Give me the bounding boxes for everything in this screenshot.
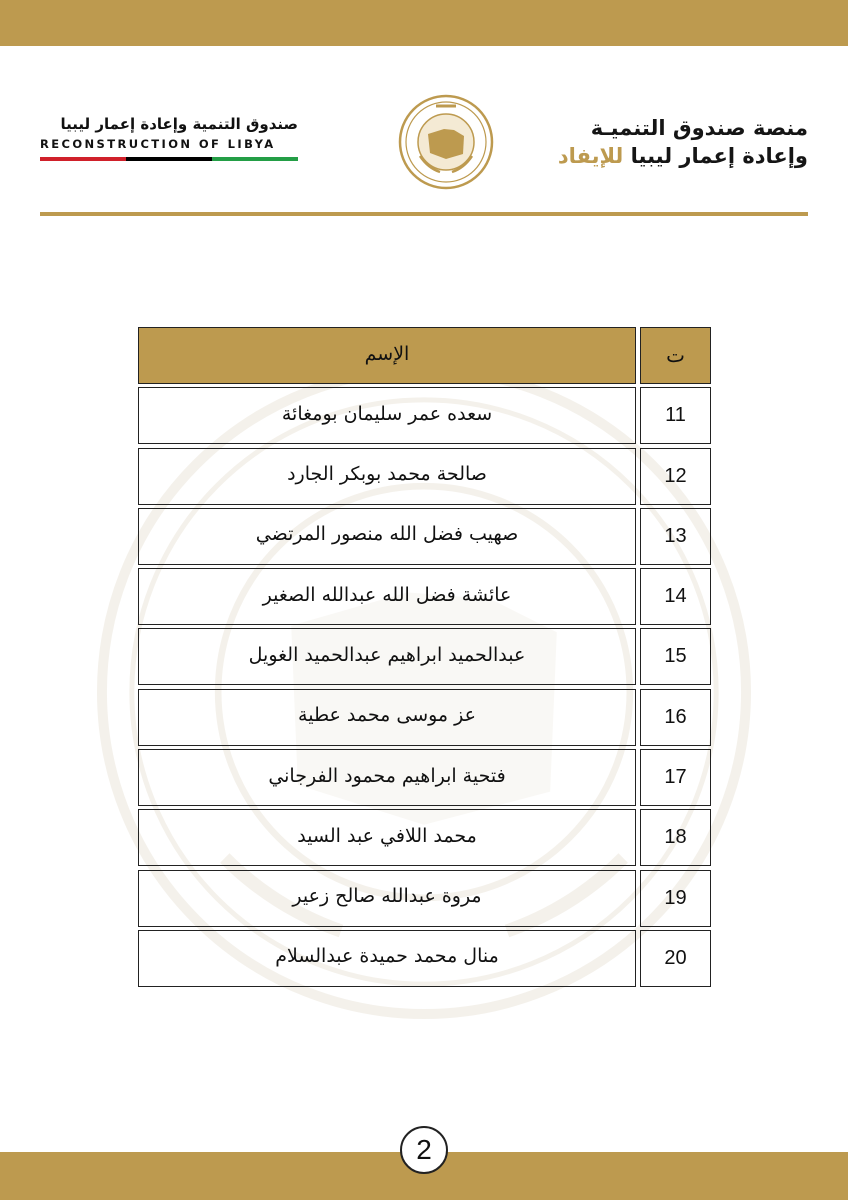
row-number: 19 bbox=[640, 870, 711, 927]
row-name: محمد اللافي عبد السيد bbox=[138, 809, 636, 866]
header-left-logotype bbox=[40, 115, 298, 161]
libya-map-emblem-icon bbox=[398, 94, 494, 190]
table-row bbox=[138, 387, 711, 444]
row-number: 11 bbox=[640, 387, 711, 444]
table-header-row bbox=[138, 327, 711, 384]
row-number: 18 bbox=[640, 809, 711, 866]
row-name: صهيب فضل الله منصور المرتضي bbox=[138, 508, 636, 565]
column-header-name: الإسم bbox=[138, 327, 636, 384]
row-name: مروة عبدالله صالح زعير bbox=[138, 870, 636, 927]
table-row bbox=[138, 809, 711, 866]
table-row bbox=[138, 930, 711, 987]
platform-title-line2-main: وإعادة إعمار ليبيا bbox=[623, 144, 808, 168]
row-number: 17 bbox=[640, 749, 711, 806]
platform-title-accent: للإيفاد bbox=[557, 144, 624, 168]
row-number: 12 bbox=[640, 448, 711, 505]
table-row bbox=[138, 749, 711, 806]
table-row bbox=[138, 628, 711, 685]
table-row bbox=[138, 689, 711, 746]
fund-name-english: RECONSTRUCTION OF LIBYA bbox=[40, 137, 276, 151]
row-number: 13 bbox=[640, 508, 711, 565]
row-number: 15 bbox=[640, 628, 711, 685]
fund-name-arabic: صندوق التنمية وإعادة إعمار ليبيا bbox=[60, 115, 298, 133]
row-name: عز موسى محمد عطية bbox=[138, 689, 636, 746]
table-row bbox=[138, 870, 711, 927]
table-row bbox=[138, 448, 711, 505]
platform-title-line2 bbox=[508, 142, 808, 170]
row-name: منال محمد حميدة عبدالسلام bbox=[138, 930, 636, 987]
row-name: فتحية ابراهيم محمود الفرجاني bbox=[138, 749, 636, 806]
row-number: 16 bbox=[640, 689, 711, 746]
row-name: عائشة فضل الله عبدالله الصغير bbox=[138, 568, 636, 625]
header-right-title bbox=[508, 114, 808, 170]
row-name: صالحة محمد بوبكر الجارد bbox=[138, 448, 636, 505]
row-number: 20 bbox=[640, 930, 711, 987]
row-name: سعده عمر سليمان بومغائة bbox=[138, 387, 636, 444]
table-row bbox=[138, 508, 711, 565]
header-divider bbox=[40, 212, 808, 216]
libya-flag-stripe bbox=[40, 157, 298, 161]
column-header-number: ت bbox=[640, 327, 711, 384]
page-number: 2 bbox=[400, 1126, 448, 1174]
top-gold-bar bbox=[0, 0, 848, 46]
names-table bbox=[138, 327, 711, 990]
platform-title-line1: منصة صندوق التنميـة bbox=[590, 116, 808, 140]
table-row bbox=[138, 568, 711, 625]
row-name: عبدالحميد ابراهيم عبدالحميد الغويل bbox=[138, 628, 636, 685]
row-number: 14 bbox=[640, 568, 711, 625]
